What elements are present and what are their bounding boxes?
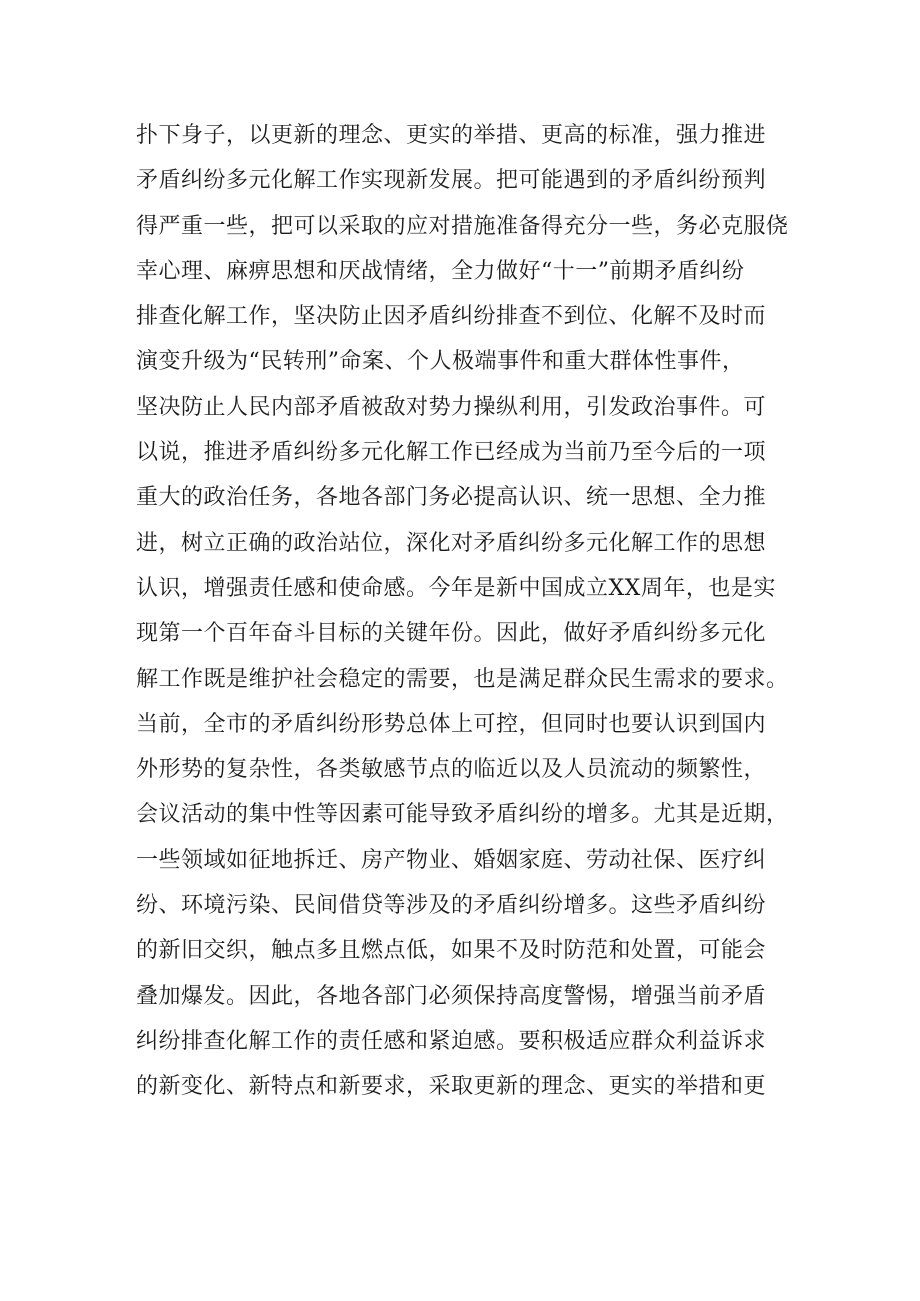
- text-line: 外形势的复杂性，各类敏感节点的临近以及人员流动的频繁性，: [136, 757, 767, 783]
- text-line: 当前，全市的矛盾纠纷形势总体上可控，但同时也要认识到国内: [136, 711, 767, 737]
- text-line: 矛盾纠纷多元化解工作实现新发展。把可能遇到的矛盾纠纷预判: [136, 168, 767, 194]
- text-line: 坚决防止人民内部矛盾被敌对势力操纵利用，引发政治事件。可: [136, 394, 767, 420]
- text-line: 会议活动的集中性等因素可能导致矛盾纠纷的增多。尤其是近期，: [136, 802, 789, 828]
- text-line: 进，树立正确的政治站位，深化对矛盾纠纷多元化解工作的思想: [136, 530, 767, 556]
- text-line: 得严重一些，把可以采取的应对措施准备得充分一些，务必克服侥: [136, 213, 789, 239]
- text-line: 扑下身子，以更新的理念、更实的举措、更高的标准，强力推进: [136, 123, 767, 148]
- text-line: 认识，增强责任感和使命感。今年是新中国成立XX周年，也是实: [136, 575, 776, 601]
- text-line: 纷、环境污染、民间借贷等涉及的矛盾纠纷增多。这些矛盾纠纷: [136, 893, 767, 919]
- text-line: 的新旧交织，触点多且燃点低，如果不及时防范和处置，可能会: [136, 938, 767, 964]
- text-line: 的新变化、新特点和新要求，采取更新的理念、更实的举措和更: [136, 1074, 767, 1100]
- text-line: 幸心理、麻痹思想和厌战情绪，全力做好“十一”前期矛盾纠纷: [136, 258, 745, 284]
- text-line: 重大的政治任务，各地各部门务必提高认识、统一思想、全力推: [136, 485, 767, 511]
- body-text: [136, 113, 796, 1110]
- text-line: 排查化解工作，坚决防止因矛盾纠纷排查不到位、化解不及时而: [136, 304, 767, 330]
- text-line: 纠纷排查化解工作的责任感和紧迫感。要积极适应群众利益诉求: [136, 1028, 767, 1054]
- text-line: 叠加爆发。因此，各地各部门必须保持高度警惕，增强当前矛盾: [136, 983, 767, 1009]
- text-line: 现第一个百年奋斗目标的关键年份。因此，做好矛盾纠纷多元化: [136, 621, 767, 647]
- text-line: 一些领域如征地拆迁、房产物业、婚姻家庭、劳动社保、医疗纠: [136, 847, 767, 873]
- text-line: 解工作既是维护社会稳定的需要，也是满足群众民生需求的要求。: [136, 666, 789, 692]
- text-line: 演变升级为“民转刑”命案、个人极端事件和重大群体性事件，: [136, 349, 745, 375]
- text-line: 以说，推进矛盾纠纷多元化解工作已经成为当前乃至今后的一项: [136, 440, 767, 466]
